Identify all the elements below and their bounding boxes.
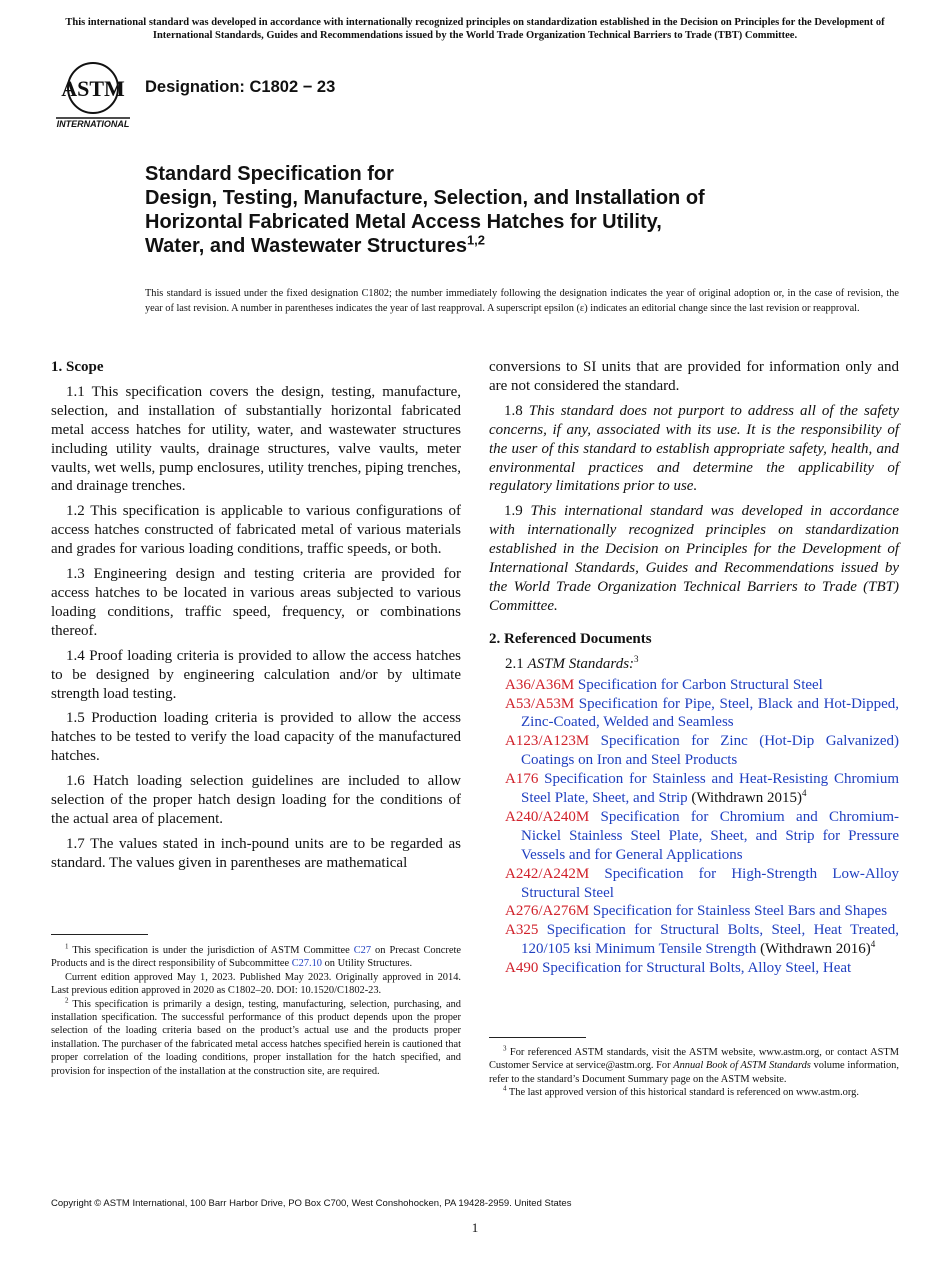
reference-item xyxy=(489,695,899,733)
reference-item xyxy=(489,732,899,770)
footnote-2 xyxy=(51,998,461,1078)
footnote-3-text: For referenced ASTM standards, visit the ASTM website, www.astm.org, or contact ASTM Customer Service at service@astm.org. For xyxy=(489,1047,899,1072)
logo-subtext: INTERNATIONAL xyxy=(56,119,130,129)
reference-code-link[interactable]: A240/A240M xyxy=(505,808,590,825)
tbt-notice: This international standard was developed in accordance with internationally recognized principles on standardization established in the Decision on Principles for the Development of International Standards, Guides and Recommendations issued by the World Trade Organization Technical Barriers to Trade (TBT) Committee. xyxy=(65,17,885,41)
title-line-1: Standard Specification for xyxy=(145,163,394,185)
reference-title-link[interactable]: Specification for Carbon Structural Steel xyxy=(577,676,823,693)
footnote-3-italic: Annual Book of ASTM Standards xyxy=(673,1060,811,1072)
reference-footnote-ref[interactable]: 4 xyxy=(802,788,807,799)
footnote-divider-left xyxy=(51,934,148,935)
document-title xyxy=(145,162,865,258)
reference-code-link[interactable]: A276/A276M xyxy=(505,903,590,920)
footnote-1-text: This specification is under the jurisdiction of ASTM Committee xyxy=(72,945,354,956)
footnote-3-text-2: volume information, refer to the standard’s Document Summary page on the ASTM website. xyxy=(489,1060,899,1085)
footnote-2-marker: 2 xyxy=(65,996,69,1005)
footnote-2-text: This specification is primarily a design, testing, manufacturing, selection, purchasing, and installation specification. The successful performance of this product depends upon the proper selection of the loading criteria based on the product’s actual use and the products proper installation. The purchaser of the fabricated metal access hatches specified herein is cautioned that proper correlation of the loading conditions, proper installation for the hatch specified, and provision for inspection of the installation at the construction site, are required. xyxy=(51,998,461,1077)
para-1-8 xyxy=(489,402,899,497)
para-1-9 xyxy=(489,502,899,615)
reference-code-link[interactable]: A53/A53M xyxy=(505,695,575,712)
title-line-4-text: Water, and Wastewater Structures xyxy=(145,235,467,257)
footnote-1-text-3: on Utility Structures. xyxy=(322,958,413,970)
reference-item xyxy=(489,808,899,865)
designation: Designation: C1802 − 23 xyxy=(145,78,336,96)
reference-withdrawn-note: (Withdrawn 2016) xyxy=(756,941,871,958)
footnote-4 xyxy=(489,1086,899,1099)
astm-standards-number: 2.1 xyxy=(505,655,524,672)
astm-standards-footnote-ref[interactable]: 3 xyxy=(634,653,639,664)
para-1-2: 1.2 This specification is applicable to various configurations of access hatches constructed of fabricated metal of various materials and grades for various loading conditions, traffic speeds, or both. xyxy=(51,503,461,558)
para-1-1: 1.1 This specification covers the design, testing, manufacture, selection, and installation of substantially horizontal fabricated metal access hatches for utility, water, and wastewater structures including utility vaults, drainage structures, valve vaults, meter vaults, wet wells, pump enclosures, utility trenches, piping trenches, and drainage trenches. xyxy=(51,383,461,495)
reference-footnote-ref[interactable]: 4 xyxy=(870,939,876,950)
para-1-8-text: This standard does not purport to address all of the safety concerns, if any, associated with its use. It is the responsibility of the user of this standard to establish appropriate safety, health, and environmental practices and determine the applicability of regulatory limitations prior to use. xyxy=(489,402,899,495)
right-column xyxy=(489,358,899,978)
footnote-3-marker: 3 xyxy=(503,1044,507,1053)
section-heading-scope: 1. Scope xyxy=(51,359,104,375)
committee-c27-link[interactable]: C27 xyxy=(353,945,372,956)
reference-title-link[interactable]: Specification for Chromium and Chromium-Nickel Stainless Steel Plate, Sheet, and Strip for Pressure Vessels and for General Applications xyxy=(521,808,899,863)
title-line-2: Design, Testing, Manufacture, Selection, and Installation of xyxy=(145,187,705,209)
edition-note: Current edition approved May 1, 2023. Published May 2023. Originally approved in 2014. Last previous edition approved in 2020 as C1802–20. DOI: 10.1520/C1802-23. xyxy=(51,971,461,997)
page-number: 1 xyxy=(471,1220,479,1235)
para-1-8-number: 1.8 xyxy=(504,402,523,419)
title-line-3: Horizontal Fabricated Metal Access Hatches for Utility, xyxy=(145,211,662,233)
reference-code-link[interactable]: A490 xyxy=(505,960,539,977)
reference-item xyxy=(489,959,899,978)
reference-item xyxy=(489,865,899,903)
footnote-1 xyxy=(51,944,461,971)
para-1-4: 1.4 Proof loading criteria is provided to allow the access hatches to be designed by engineering calculation and/or by ultimate strength load testing. xyxy=(51,647,461,702)
para-1-6: 1.6 Hatch loading selection guidelines are included to allow selection of the proper hatch design loading for the conditions of the actual area of placement. xyxy=(51,773,461,827)
reference-withdrawn-note: (Withdrawn 2015) xyxy=(687,790,803,807)
para-1-9-number: 1.9 xyxy=(504,503,523,520)
title-footnote-ref[interactable]: 1,2 xyxy=(466,232,486,248)
reference-code-link[interactable]: A123/A123M xyxy=(505,733,590,750)
title-line-4 xyxy=(145,234,865,258)
para-1-7: 1.7 The values stated in inch-pound units are to be regarded as standard. The values given in parentheses are mathematical xyxy=(51,835,461,871)
reference-code-link[interactable]: A176 xyxy=(505,771,539,788)
reference-code-link[interactable]: A242/A242M xyxy=(505,865,590,882)
para-1-3: 1.3 Engineering design and testing criteria are provided for access hatches to be located in various areas subjected to various loading conditions, traffic speed, frequency, or combinations thereof. xyxy=(51,566,461,639)
reference-title-link[interactable]: Specification for Stainless and Heat-Resisting Chromium Steel Plate, Sheet, and Strip xyxy=(521,771,899,807)
footnote-4-marker: 4 xyxy=(503,1084,507,1093)
astm-logo xyxy=(52,58,134,130)
issue-note: This standard is issued under the fixed designation C1802; the number immediately following the designation indicates the year of original adoption or, in the case of revision, the year of last revision. A number in parentheses indicates the year of last reapproval. A superscript epsilon (ε) indicates an editorial change since the last revision or reapproval. xyxy=(145,288,899,314)
reference-item xyxy=(489,902,899,921)
logo-text: ASTM xyxy=(61,76,125,101)
footnote-1-marker: 1 xyxy=(65,942,69,951)
astm-standards-label: ASTM Standards: xyxy=(527,655,635,672)
para-1-7-continued: conversions to SI units that are provided for information only and are not considered the standard. xyxy=(489,359,899,394)
footnote-divider-right xyxy=(489,1037,586,1038)
reference-title-link[interactable]: Specification for Structural Bolts, Steel, Heat Treated, 120/105 ksi Minimum Tensile Strength xyxy=(521,922,900,958)
reference-item xyxy=(489,770,899,808)
para-1-9-text: This international standard was developed in accordance with internationally recognized principles on standardization established in the Decision on Principles for the Development of International Standards, Guides and Recommendations issued by the World Trade Organization Technical Barriers to Trade (TBT) Committee. xyxy=(489,503,900,614)
reference-item xyxy=(489,676,899,695)
footnotes-left xyxy=(51,944,461,1078)
reference-title-link[interactable]: Specification for Pipe, Steel, Black and Hot-Dipped, Zinc-Coated, Welded and Seamless xyxy=(521,695,900,731)
reference-title-link[interactable]: Specification for Structural Bolts, Alloy Steel, Heat xyxy=(542,960,852,977)
reference-title-link[interactable]: Specification for Zinc (Hot-Dip Galvanized) Coatings on Iron and Steel Products xyxy=(521,733,899,769)
reference-title-link[interactable]: Specification for High-Strength Low-Alloy Structural Steel xyxy=(521,865,899,901)
reference-code-link[interactable]: A325 xyxy=(505,922,539,939)
astm-standards-subheading xyxy=(489,655,899,674)
footnote-3 xyxy=(489,1046,899,1086)
left-column xyxy=(51,358,461,879)
reference-code-link[interactable]: A36/A36M xyxy=(505,676,575,693)
section-heading-referenced-documents: 2. Referenced Documents xyxy=(489,630,652,647)
subcommittee-c27-10-link[interactable]: C27.10 xyxy=(291,958,322,970)
footnote-4-text: The last approved version of this historical standard is referenced on www.astm.org. xyxy=(508,1087,859,1099)
reference-item xyxy=(489,921,899,959)
para-1-5: 1.5 Production loading criteria is provided to allow the access hatches to be tested to verify the load capacity of the manufactured hatches. xyxy=(51,710,461,765)
footnote-1-text-2: on Precast Concrete Products and is the direct responsibility of Subcommittee xyxy=(51,945,461,970)
footnotes-right xyxy=(489,1046,899,1100)
reference-title-link[interactable]: Specification for Stainless Steel Bars and Shapes xyxy=(592,903,888,920)
copyright-line: Copyright © ASTM International, 100 Barr Harbor Drive, PO Box C700, West Conshohocken, PA 19428-2959. United States xyxy=(51,1198,572,1209)
